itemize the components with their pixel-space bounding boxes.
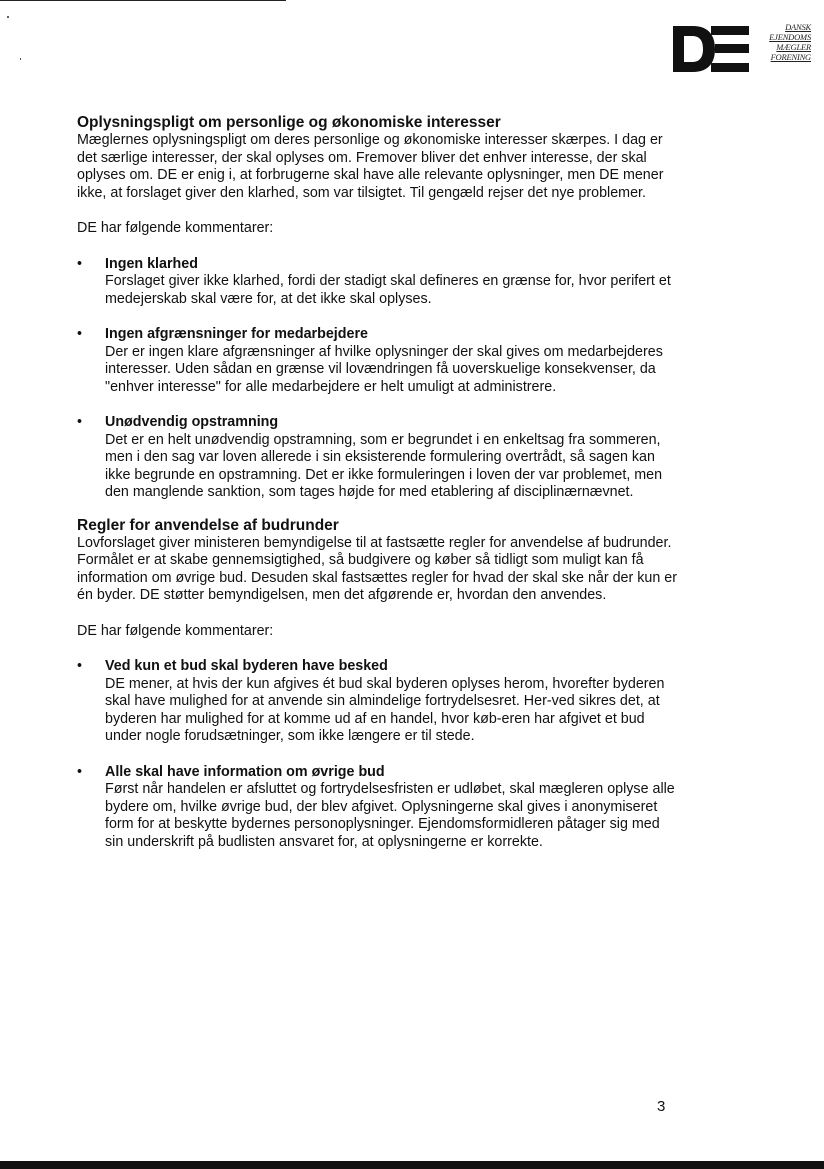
list-item (77, 414, 677, 502)
section-title: Regler for anvendelse af budrunder (77, 516, 339, 534)
item-text: Der er ingen klare afgrænsninger af hvilke oplysninger der skal gives om medarbejderes interesser. Uden sådan en grænse vil lovændringen få uoverskuelige konsekvenser, da "enhver interesse" for alle medarbejdere er helt umuligt at administrere. (105, 343, 663, 395)
item-text: Først når handelen er afsluttet og fortrydelsesfristen er udløbet, skal mægleren oplyse alle bydere om, hvilke øvrige bud, der blev afgivet. Oplysningerne skal gives i anonymiseret form for at beskytte bydernes personoplysninger. Ejendomsformidleren påtager sig med sin underskrift på budlisten ansvaret for, at oplysningerne er korrekte. (105, 781, 675, 850)
logo-line-forening: FORENING (770, 52, 811, 62)
document-body (77, 114, 677, 851)
section-title: Oplysningspligt om personlige og økonomiske interesser (77, 114, 501, 131)
de-logo (671, 18, 811, 76)
scan-speck (7, 16, 9, 18)
comments-lead: DE har følgende kommentarer: (77, 622, 274, 639)
comments-lead: DE har følgende kommentarer: (77, 220, 274, 236)
section-intro: Mæglernes oplysningspligt om deres personlige og økonomiske interesser skærpes. I dag er det særlige interesser, der skal oplyses om. Fremover bliver det enhver interesse, der skal oplyses om. DE er enig i, at forbrugerne skal have alle relevante oplysninger, men DE mener ikke, at forslaget giver den klarhed, som var tilsigtet. Til gengæld rejser det nye problemer. (77, 132, 664, 201)
list-item (77, 658, 677, 746)
item-title: Alle skal have information om øvrige bud (105, 763, 385, 780)
list-item (77, 764, 677, 852)
logo-line-ejendoms: EJENDOMS (769, 32, 811, 42)
item-text: Det er en helt unødvendig opstramning, som er begrundet i en enkeltsag fra sommeren, men i den sag var loven allerede i sin eksisterende formulering overtrådt, så sagen kan ikke begrunde en opstramning. Det er ikke formuleringen i loven der var problemet, men den manglende sanktion, som tages højde for med etablering af disciplinærnævnet. (105, 431, 663, 500)
logo-line-dansk: DANSK (785, 22, 811, 32)
item-text: Forslaget giver ikke klarhed, fordi der stadigt skal defineres en grænse for, hvor perifert et medejerskab skal være for, at det ikke skal oplyses. (105, 273, 671, 307)
item-title: Ingen afgrænsninger for medarbejdere (105, 326, 368, 342)
scan-edge-line (0, 0, 286, 1)
item-title: Ingen klarhed (105, 255, 198, 272)
section-intro: Lovforslaget giver ministeren bemyndigelse til at fastsætte regler for anvendelse af budrunder. Formålet er at skabe gennemsigtighed, så budgivere og køber så tidligt som muligt kan få information om øvrige bud. Desuden skal fastsættes regler for hvad der skal ske når der kun er én byder. DE støtter bemyndigelsen, men det afgørende er, hvordan den anvendes. (77, 534, 677, 603)
logo-wordmark (751, 22, 811, 62)
de-logo-mark (671, 24, 751, 74)
item-text: DE mener, at hvis der kun afgives ét bud skal byderen oplyses herom, hvorefter byderen skal have mulighed for at anvende sin almindelige fortrydelsesret. Her-ved sikres det, at byderen har mulighed for at komme ud af en handel, hvor køb-eren har afgivet et bud under nogle forudsætninger, som ikke længere er til stede. (105, 675, 665, 744)
bullet-icon: • (77, 255, 83, 272)
scan-speck (20, 58, 21, 60)
page-number: 3 (657, 1098, 666, 1115)
scan-edge-bottom (0, 1161, 824, 1169)
bullet-icon: • (77, 763, 83, 780)
logo-line-maegler: MÆGLER (776, 42, 811, 52)
comment-list (77, 256, 677, 502)
bullet-icon: • (77, 326, 83, 342)
comment-list (77, 658, 677, 851)
item-title: Ved kun et bud skal byderen have besked (105, 658, 388, 674)
bullet-icon: • (77, 414, 83, 430)
bullet-icon: • (77, 658, 83, 674)
list-item (77, 256, 677, 309)
item-title: Unødvendig opstramning (105, 414, 279, 430)
list-item (77, 326, 677, 396)
